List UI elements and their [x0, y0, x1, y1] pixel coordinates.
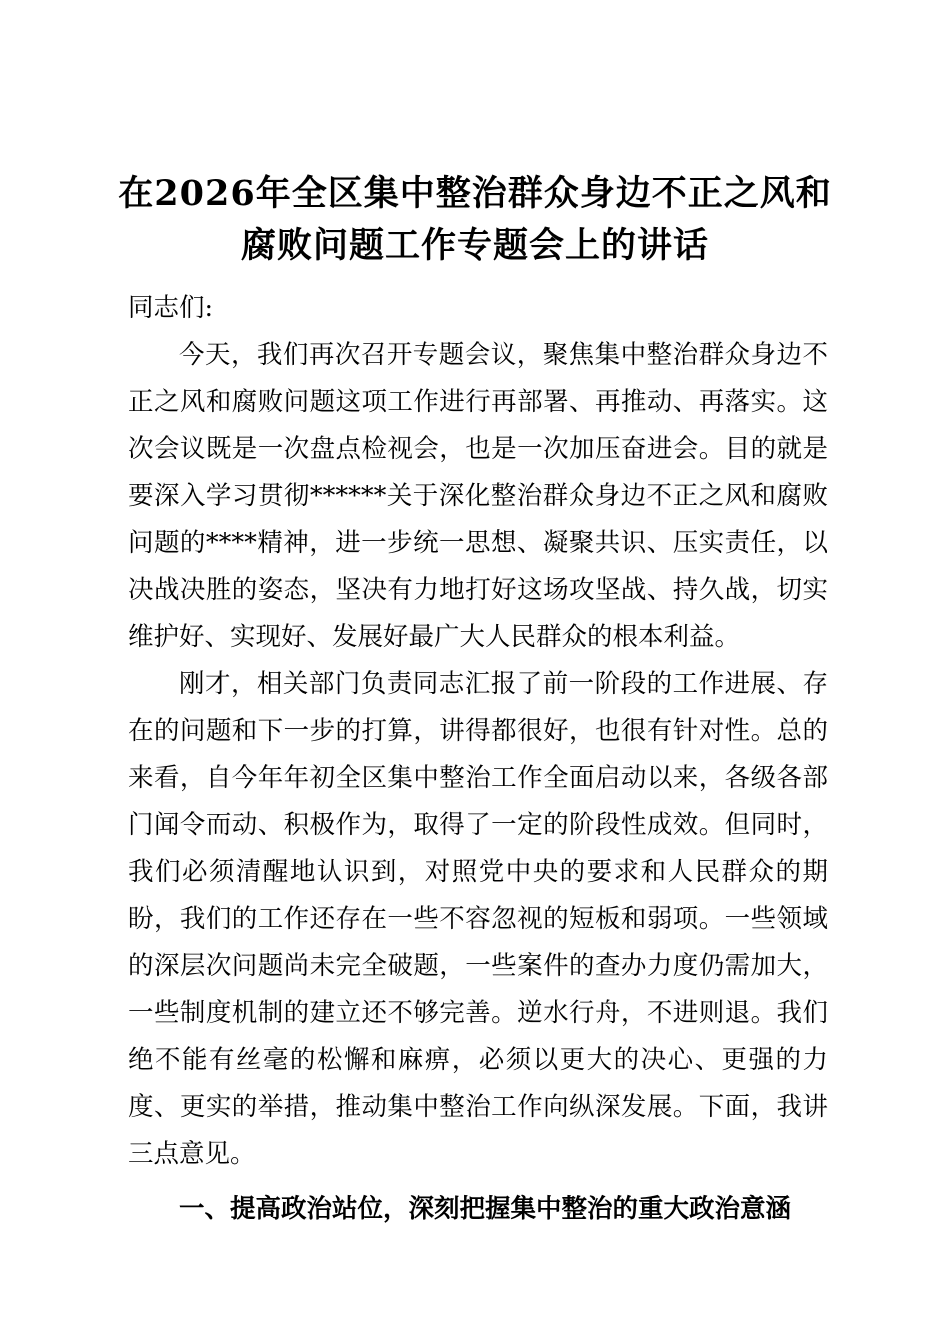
- section-heading: 一、提高政治站位，深刻把握集中整治的重大政治意涵: [179, 1194, 792, 1224]
- salutation: 同志们:: [128, 293, 214, 323]
- title-line-1: 在2026年全区集中整治群众身边不正之风和: [118, 173, 832, 214]
- paragraph-1: 今天，我们再次召开专题会议，聚焦集中整治群众身边不正之风和腐败问题这项工作进行再部署、再推动、再落实。这次会议既是一次盘点检视会，也是一次加压奋进会。目的就是要深入学习贯彻******关于深化整治群众身边不正之风和腐败问题的****精神，进一步统一思想、凝聚共识、压实责任，以决战决胜的姿态，坚决有力地打好这场攻坚战、持久战，切实维护好、实现好、发展好最广大人民群众的根本利益。: [128, 340, 828, 652]
- document-body: [128, 285, 828, 1233]
- paragraph-2: 刚才，相关部门负责同志汇报了前一阶段的工作进展、存在的问题和下一步的打算，讲得都很好，也很有针对性。总的来看，自今年年初全区集中整治工作全面启动以来，各级各部门闻令而动、积极作为，取得了一定的阶段性成效。但同时，我们必须清醒地认识到，对照党中央的要求和人民群众的期盼，我们的工作还存在一些不容忽视的短板和弱项。一些领域的深层次问题尚未完全破题，一些案件的查办力度仍需加大，一些制度机制的建立还不够完善。逆水行舟，不进则退。我们绝不能有丝毫的松懈和麻痹，必须以更大的决心、更强的力度、更实的举措，推动集中整治工作向纵深发展。下面，我讲三点意见。: [128, 669, 828, 1169]
- document-title: [100, 168, 850, 272]
- title-line-2: 腐败问题工作专题会上的讲话: [240, 225, 709, 266]
